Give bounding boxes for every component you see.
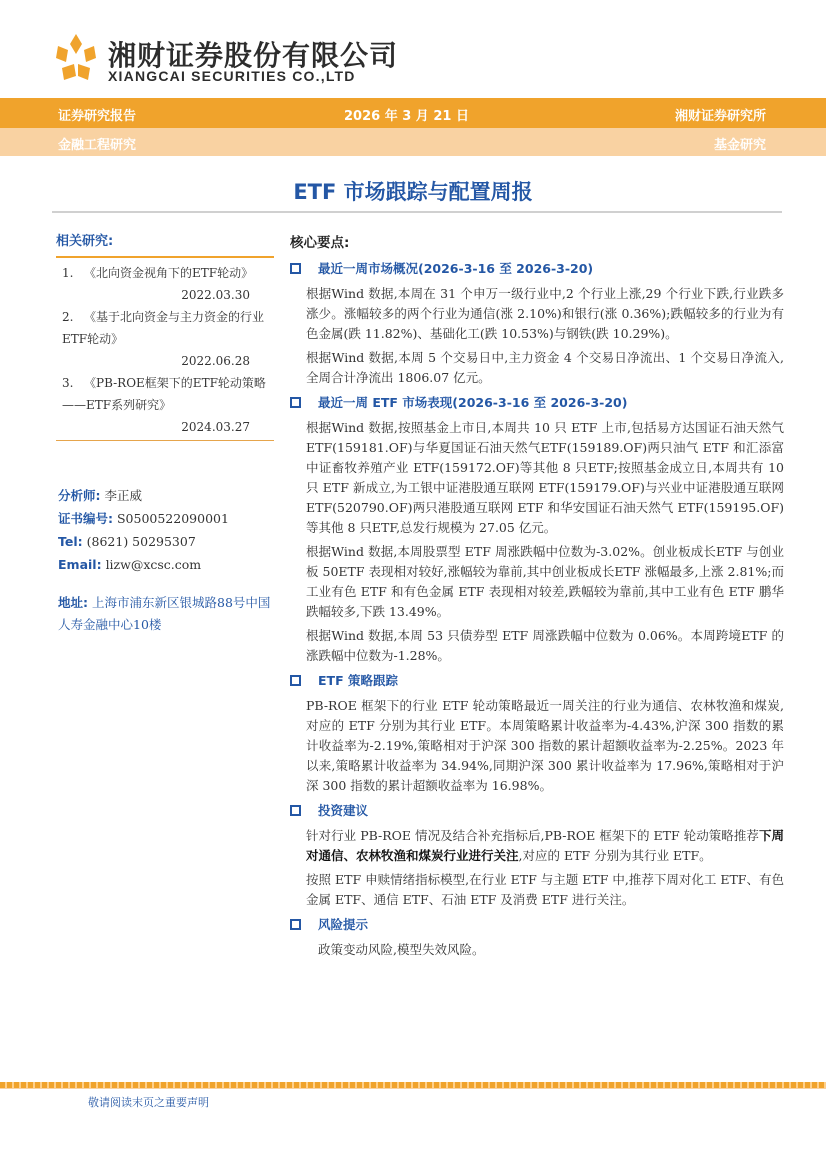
institute-name: 湘财证券研究所	[674, 109, 766, 124]
paragraph: 根据Wind 数据,本周 5 个交易日中,主力资金 4 个交易日净流出、1 个交易日净流入,全周合计净流出 1806.07 亿元。	[306, 350, 784, 385]
related-bottom-divider	[56, 440, 274, 441]
checkbox-bullet-icon	[290, 805, 301, 816]
section-investment-advice	[288, 800, 784, 822]
section-market-overview	[288, 258, 784, 280]
paragraph: 根据Wind 数据,本周 53 只债券型 ETF 周涨跌幅中位数为 0.06%。本周跨境ETF 的涨跌幅中位数为-1.28%。	[306, 628, 784, 663]
related-item-date: 2022.03.30	[181, 288, 250, 302]
related-item-date: 2024.03.27	[181, 420, 250, 434]
research-area: 金融工程研究	[58, 138, 137, 153]
related-item-num: 2.	[62, 310, 74, 324]
footer-disclaimer-note[interactable]: 敬请阅读末页之重要声明	[88, 1096, 209, 1109]
xiangcai-logo-icon	[52, 30, 100, 86]
analyst-label: 分析师:	[58, 488, 101, 503]
cert-label: 证书编号:	[58, 511, 113, 526]
section-title: 投资建议	[318, 803, 369, 818]
related-research-panel	[56, 228, 274, 441]
section-title: ETF 策略跟踪	[318, 673, 398, 688]
section-title: 最近一周 ETF 市场表现(2026-3-16 至 2026-3-20)	[318, 395, 628, 410]
header-band-primary	[0, 98, 826, 128]
related-item-date: 2022.06.28	[181, 354, 250, 368]
section-title: 风险提示	[318, 917, 369, 932]
paragraph: 根据Wind 数据,按照基金上市日,本周共 10 只 ETF 上市,包括易方达国证石油天然气ETF(159181.OF)与华夏国证石油天然气ETF(159189.OF)两只油气 ETF 和汇添富中证畜牧养殖产业 ETF(159172.OF)等其他 8 只ETF;按照基金成立日,本周共有 10 只 ETF 新成立,为工银中证港股通互联网 ETF(159179.OF)与兴业中证港股通互联网 ETF(520790.OF)两只港股通互联网 ETF 和华安国证石油天然气 ETF(159195.OF)等其他 8 只ETF,总发行规模为 27.05 亿元。	[306, 420, 784, 535]
address-info	[58, 592, 278, 636]
paragraph: 根据Wind 数据,本周在 31 个申万一级行业中,2 个行业上涨,29 个行业下跌,行业跌多涨少。涨幅较多的两个行业为通信(涨 2.10%)和银行(涨 0.36%);跌幅较多的行业为有色金属(跌 11.82%)、基础化工(跌 10.53%)与钢铁(跌 10.29%)。	[306, 286, 784, 341]
address-label: 地址:	[58, 595, 88, 610]
related-research-title: 相关研究:	[56, 234, 114, 249]
paragraph: 按照 ETF 申赎情绪指标模型,在行业 ETF 与主题 ETF 中,推荐下周对化工 ETF、有色金属 ETF、通信 ETF、石油 ETF 及消费 ETF 进行关注。	[306, 872, 784, 907]
related-item-title[interactable]: 《PB-ROE框架下的ETF轮动策略——ETF系列研究》	[62, 376, 266, 412]
related-item-title[interactable]: 《北向资金视角下的ETF轮动》	[84, 266, 254, 280]
report-date: 2026 年 3 月 21 日	[344, 109, 469, 124]
related-item[interactable]	[56, 262, 274, 306]
section-title: 最近一周市场概况(2026-3-16 至 2026-3-20)	[318, 261, 594, 276]
paragraph: 政策变动风险,模型失效风险。	[318, 942, 485, 957]
related-item-num: 3.	[62, 376, 74, 390]
core-points-title: 核心要点:	[290, 235, 350, 251]
tel-number: (8621) 50295307	[86, 534, 196, 549]
checkbox-bullet-icon	[290, 919, 301, 930]
paragraph	[288, 826, 784, 866]
analyst-info	[58, 484, 278, 576]
tel-label: Tel:	[58, 534, 83, 549]
report-type: 证券研究报告	[58, 109, 137, 124]
checkbox-bullet-icon	[290, 397, 301, 408]
paragraph: PB-ROE 框架下的行业 ETF 轮动策略最近一周关注的行业为通信、农林牧渔和煤炭,对应的 ETF 分别为其行业 ETF。本周策略累计收益率为-4.43%,沪深 300 指数的累计收益率为-2.19%,策略相对于沪深 300 指数的累计超额收益率为-2.25%。2023 年以来,策略累计收益率为 34.94%,同期沪深 300 累计收益率为 17.96%,策略相对于沪深 300 指数的累计超额收益率为 16.98%。	[306, 698, 784, 793]
checkbox-bullet-icon	[290, 263, 301, 274]
core-points	[288, 230, 784, 964]
advice-highlight: 下周对通信、农林牧渔和煤炭行业进行关注	[306, 828, 784, 863]
advice-text-end: ,对应的 ETF 分别为其行业 ETF。	[518, 848, 712, 863]
section-strategy-tracking	[288, 670, 784, 692]
cert-number: S0500522090001	[116, 511, 229, 526]
related-item[interactable]	[56, 372, 274, 438]
advice-text: 针对行业 PB-ROE 情况及结合补充指标后,PB-ROE 框架下的 ETF 轮动策略推荐	[306, 828, 759, 843]
section-risk-warning	[288, 914, 784, 936]
footer-divider	[0, 1088, 826, 1089]
checkbox-bullet-icon	[290, 675, 301, 686]
email-address[interactable]: lizw@xcsc.com	[105, 557, 202, 572]
email-label: Email:	[58, 557, 102, 572]
paragraph: 根据Wind 数据,本周股票型 ETF 周涨跌幅中位数为-3.02%。创业板成长ETF 与创业板 50ETF 表现相对较好,涨幅较为靠前,其中创业板成长ETF 涨幅最多,上涨 2.81%;而工业有色 ETF 和有色金属 ETF 表现相对较差,跌幅较为靠前,其中工业有色 ETF 鹏华跌幅较多,下跌 13.49%。	[306, 544, 784, 619]
section-etf-performance	[288, 392, 784, 414]
page-title: ETF 市场跟踪与配置周报	[293, 180, 533, 204]
company-name-en: XIANGCAI SECURITIES CO.,LTD	[108, 68, 356, 84]
title-divider	[52, 211, 782, 213]
related-item[interactable]	[56, 306, 274, 372]
address-value: 上海市浦东新区银城路88号中国人寿金融中心10楼	[58, 595, 271, 632]
analyst-name: 李正威	[104, 488, 142, 503]
header-band-secondary	[0, 128, 826, 156]
research-category: 基金研究	[713, 138, 766, 153]
company-name-cn: 湘财证券股份有限公司	[108, 39, 399, 72]
related-item-title[interactable]: 《基于北向资金与主力资金的行业ETF轮动》	[62, 310, 265, 346]
related-item-num: 1.	[62, 266, 74, 280]
